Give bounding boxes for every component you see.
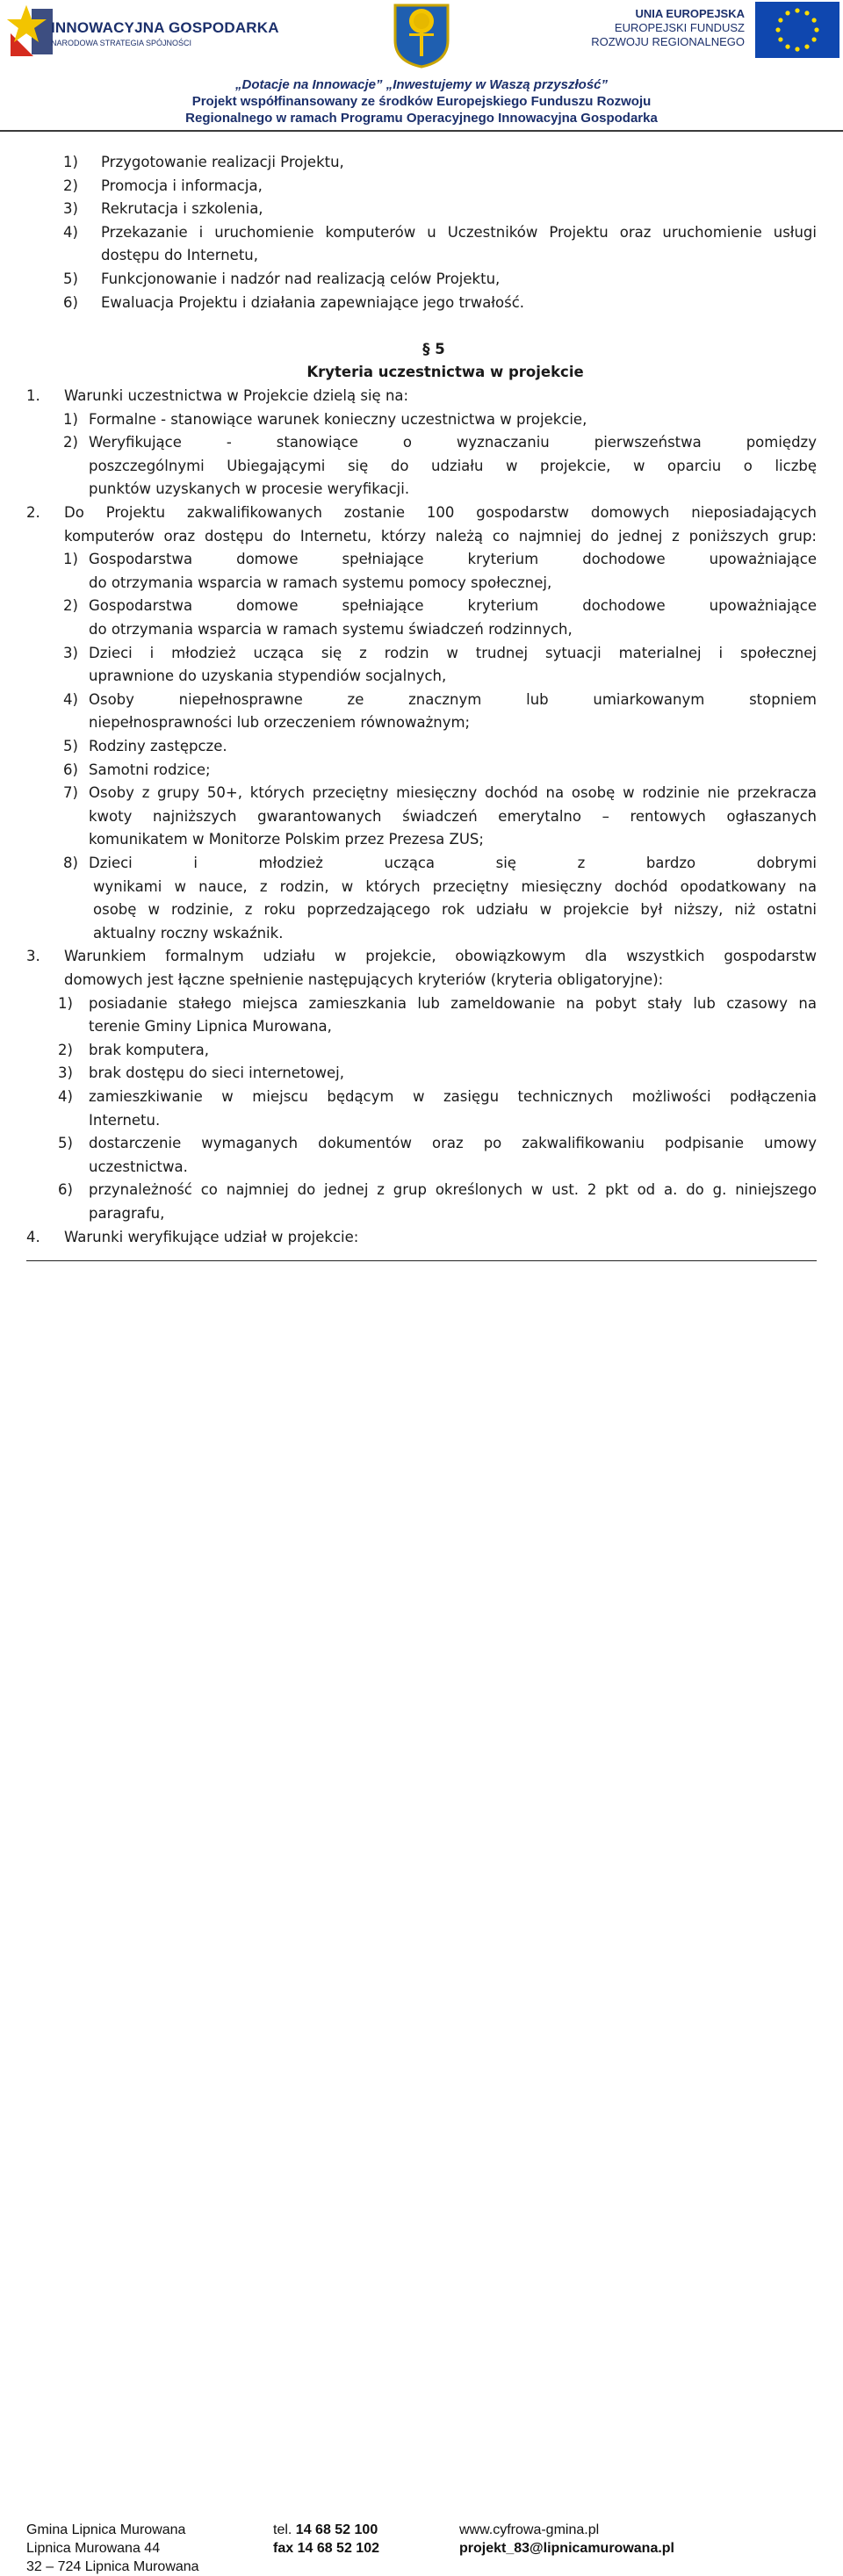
text-line: terenie Gminy Lipnica Murowana, <box>89 1018 332 1035</box>
text-line: Warunki uczestnictwa w Projekcie dzielą się na: <box>64 387 409 404</box>
ig-logo-title: INNOWACYJNA GOSPODARKA <box>51 19 279 36</box>
eu-line-3: ROZWOJU REGIONALNEGO <box>591 35 745 48</box>
item-number: 1) <box>63 410 78 428</box>
item-number: 3) <box>63 200 78 218</box>
item-number: 6) <box>58 1181 73 1199</box>
item-number: 8) <box>63 855 78 871</box>
text-line: Gospodarstwa domowe spełniające kryterium dochodowe upoważniające <box>89 551 817 568</box>
eu-star-icon <box>812 18 817 22</box>
text-line: przynależność co najmniej do jednej z grup określonych w ust. 2 pkt od a. do g. niniejszego <box>89 1181 817 1199</box>
eu-star-icon <box>778 37 782 41</box>
item-number: 1. <box>26 387 40 404</box>
text-line: Warunki weryfikujące udział w projekcie: <box>64 1228 359 1245</box>
text-line: niepełnosprawności lub orzeczeniem równoważnym; <box>89 714 471 732</box>
eu-star-icon <box>795 47 799 51</box>
text-line: Internetu. <box>89 1111 161 1129</box>
item-number: 3. <box>26 948 40 965</box>
ig-logo-subtitle: NARODOWA STRATEGIA SPÓJNOŚCI <box>51 39 192 47</box>
cofinancing-line-1: Projekt współfinansowany ze środków Europejskiego Funduszu Rozwoju <box>191 94 652 109</box>
text-line: uczestnictwa. <box>89 1158 188 1175</box>
item-number: 1) <box>63 551 78 568</box>
eu-star-icon <box>795 8 799 12</box>
text-line: Warunkiem formalnym udziału w projekcie, obowiązkowym dla wszystkich gospodarstw <box>64 948 817 965</box>
text-line: zamieszkiwanie w miejscu będącym w zasięgu technicznych możliwości podłączenia <box>89 1088 817 1105</box>
section-symbol: § 5 <box>422 340 445 357</box>
footer-phone <box>273 2521 379 2558</box>
section-title: Kryteria uczestnictwa w projekcie <box>306 364 584 381</box>
text-line: paragrafu, <box>89 1205 165 1222</box>
email-link[interactable]: projekt_83@lipnicamurowana.pl <box>459 2541 674 2556</box>
tel-number: 14 68 52 100 <box>295 2522 378 2537</box>
eu-fund-text <box>591 7 745 49</box>
text-line: do otrzymania wsparcia w ramach systemu pomocy społecznej, <box>89 574 552 591</box>
text-line: aktualny roczny wskaźnik. <box>93 924 284 942</box>
text-line: punktów uzyskanych w procesie weryfikacji. <box>89 480 410 498</box>
eu-star-icon <box>804 11 809 15</box>
item-number: 7) <box>63 784 78 802</box>
item-number: 4) <box>58 1088 73 1105</box>
text-line: komputerów oraz dostępu do Internetu, którzy należą co najmniej do jednej z poniższych grup: <box>64 527 817 545</box>
text-line: Osoby z grupy 50+, których przeciętny miesięczny dochód na osobę w rodzinie nie przekracza <box>89 784 817 802</box>
eu-star-icon <box>812 37 817 41</box>
project-mottos <box>0 76 843 126</box>
text-line: posiadanie stałego miejsca zamieszkania lub zameldowanie na pobyt stały lub czasowy na <box>89 994 817 1012</box>
item-number: 6) <box>63 761 78 778</box>
text-line: osobę w rodzinie, z roku poprzedzającego rok udziału w projekcie był niższy, niż ostatni <box>93 901 817 919</box>
text-line: Przygotowanie realizacji Projektu, <box>101 154 344 170</box>
text-line: poszczególnymi Ubiegającymi się do udziału w projekcie, w oparciu o liczbę <box>89 457 817 474</box>
text-line: kwoty najniższych gwarantowanych świadczeń emerytalno – rentowych ogłaszanych <box>89 807 817 825</box>
text-line: Formalne - stanowiące warunek konieczny uczestnictwa w projekcie, <box>89 410 587 428</box>
item-number: 5) <box>63 271 78 287</box>
text-line: do otrzymania wsparcia w ramach systemu świadczeń rodzinnych, <box>89 621 573 638</box>
page-header <box>0 0 843 132</box>
text-line: Ewaluacja Projektu i działania zapewniające jego trwałość. <box>101 293 525 311</box>
text-line: uprawnione do uzyskania stypendiów socjalnych, <box>89 667 447 685</box>
page-footer <box>0 1256 843 2574</box>
footer-address-line: Gmina Lipnica Murowana <box>26 2522 186 2537</box>
text-line: Weryfikujące - stanowiące o wyznaczaniu pierwszeństwa pomiędzy <box>89 434 817 451</box>
item-number: 4) <box>63 690 78 708</box>
text-line: Do Projektu zakwalifikowanych zostanie 100 gospodarstw domowych nieposiadających <box>64 504 817 521</box>
header-divider <box>0 130 843 132</box>
tel-label: tel. <box>273 2522 292 2537</box>
item-number: 5) <box>63 738 78 754</box>
eu-star-icon <box>804 45 809 49</box>
eu-line-2: EUROPEJSKI FUNDUSZ <box>614 21 745 34</box>
eu-star-icon <box>778 18 782 22</box>
text-line: Promocja i informacja, <box>101 177 263 194</box>
item-number: 6) <box>63 293 78 311</box>
text-line: Dzieci i młodzież ucząca się z rodzin w trudnej sytuacji materialnej i społecznej <box>89 644 817 661</box>
item-number: 4) <box>63 223 78 241</box>
motto-line: „Dotacje na Innowacje” „Inwestujemy w Waszą przyszłość” <box>234 77 609 92</box>
item-number: 1) <box>63 154 78 170</box>
footer-address-line: 32 – 724 Lipnica Murowana <box>26 2559 199 2574</box>
eu-star-icon <box>785 11 789 15</box>
item-number: 2) <box>63 434 78 451</box>
text-line: Rekrutacja i szkolenia, <box>101 200 263 218</box>
text-line: domowych jest łączne spełnienie następujących kryteriów (kryteria obligatoryjne): <box>64 971 664 988</box>
text-line: Samotni rodzice; <box>89 761 211 778</box>
text-line: Przekazanie i uruchomienie komputerów u Uczestników Projektu oraz uruchomienie usługi <box>101 223 817 241</box>
text-line: Dzieci i młodzież ucząca się z bardzo dobrymi <box>89 855 817 871</box>
eu-star-icon <box>814 27 818 32</box>
text-line: dostarczenie wymaganych dokumentów oraz po zakwalifikowaniu podpisanie umowy <box>89 1135 817 1152</box>
text-line: Funkcjonowanie i nadzór nad realizacją celów Projektu, <box>101 271 501 287</box>
text-line: brak dostępu do sieci internetowej, <box>89 1064 344 1082</box>
text-line: wynikami w nauce, z rodzin, w których przeciętny miesięczny dochód opodatkowany na <box>93 877 817 895</box>
text-line: Osoby niepełnosprawne ze znacznym lub umiarkowanym stopniem <box>89 690 817 708</box>
item-number: 5) <box>58 1135 73 1152</box>
footer-address <box>26 2521 199 2576</box>
item-number: 4. <box>26 1228 40 1245</box>
item-number: 1) <box>58 994 73 1012</box>
item-number: 2) <box>63 597 78 615</box>
eu-star-icon <box>775 27 780 32</box>
text-line: Rodziny zastępcze. <box>89 738 227 754</box>
gmina-coat-of-arms <box>392 2 451 69</box>
text-line: komunikatem w Monitorze Polskim przez Prezesa ZUS; <box>89 831 484 848</box>
footer-web <box>459 2521 674 2558</box>
website-link[interactable]: www.cyfrowa-gmina.pl <box>459 2522 600 2537</box>
eu-line-1: UNIA EUROPEJSKA <box>635 7 745 20</box>
eu-flag-icon <box>755 2 839 58</box>
item-number: 3) <box>58 1064 73 1082</box>
text-line: Gospodarstwa domowe spełniające kryterium dochodowe upoważniające <box>89 597 817 615</box>
text-line: dostępu do Internetu, <box>101 247 258 264</box>
item-number: 2) <box>63 177 78 194</box>
cofinancing-line-2: Regionalnego w ramach Programu Operacyjnego Innowacyjna Gospodarka <box>185 111 658 126</box>
text-line: brak komputera, <box>89 1041 209 1058</box>
fax-number: fax 14 68 52 102 <box>273 2541 379 2556</box>
footer-address-line: Lipnica Murowana 44 <box>26 2541 161 2556</box>
item-number: 2) <box>58 1041 73 1058</box>
eu-star-icon <box>785 45 789 49</box>
item-number: 3) <box>63 644 78 661</box>
item-number: 2. <box>26 504 40 521</box>
